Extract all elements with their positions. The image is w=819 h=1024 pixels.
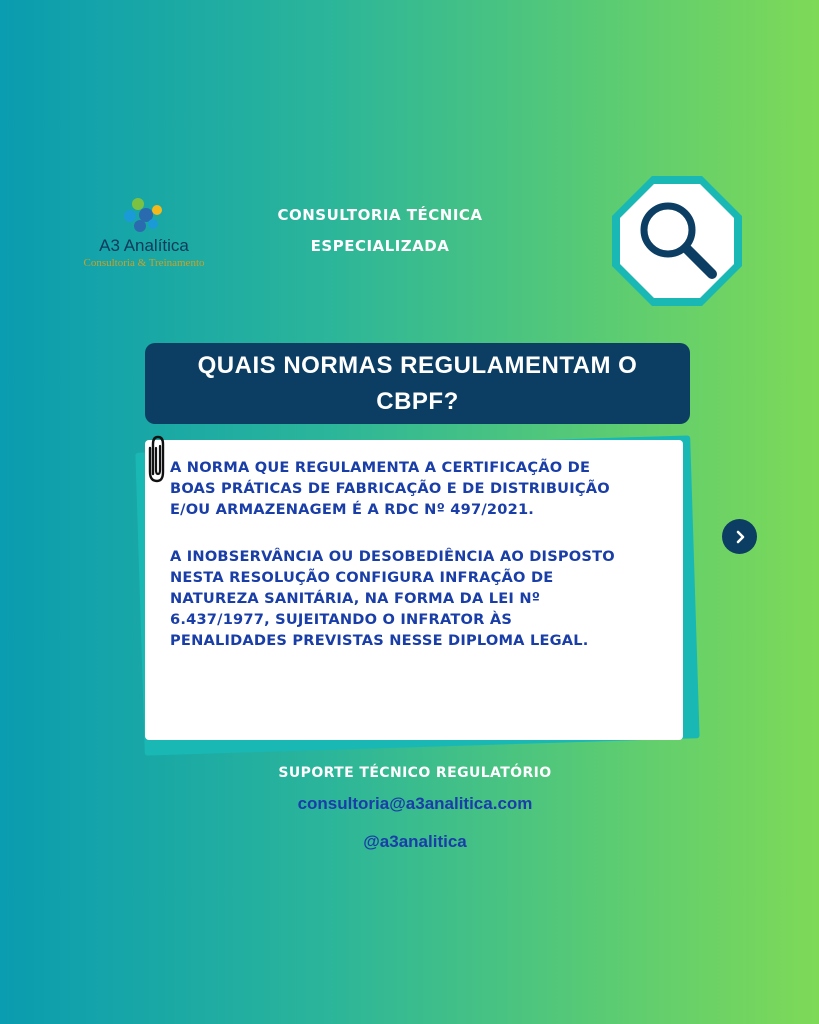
answer-paragraph-2	[170, 546, 670, 651]
answer-line: A NORMA QUE REGULAMENTA A CERTIFICAÇÃO DE	[170, 459, 591, 476]
answer-line: E/OU ARMAZENAGEM É A RDC Nº 497/2021.	[170, 501, 535, 518]
question-line-1: QUAIS NORMAS REGULAMENTAM O	[197, 351, 638, 379]
answer-line: NATUREZA SANITÁRIA, NA FORMA DA LEI Nº	[170, 590, 541, 607]
brand-name: A3 Analítica	[99, 236, 189, 255]
chevron-right-icon	[733, 530, 747, 544]
footer-title: SUPORTE TÉCNICO REGULATÓRIO	[278, 765, 552, 781]
answer-paragraph-1	[170, 457, 670, 520]
paperclip-icon	[146, 434, 170, 484]
molecule-logo-icon	[122, 196, 166, 234]
question-heading	[145, 343, 690, 424]
contact-email-link[interactable]: consultoria@a3analitica.com	[297, 794, 533, 813]
answer-line: 6.437/1977, SUJEITANDO O INFRATOR ÀS	[170, 611, 513, 628]
tagline	[255, 200, 505, 262]
answer-line: A INOBSERVÂNCIA OU DESOBEDIÊNCIA AO DISPOSTO	[170, 548, 615, 565]
brand-subtitle: Consultoria & Treinamento	[83, 257, 205, 269]
social-handle-link[interactable]: @a3analitica	[363, 832, 467, 851]
answer-text	[170, 457, 670, 677]
answer-line: NESTA RESOLUÇÃO CONFIGURA INFRAÇÃO DE	[170, 569, 554, 586]
question-line-2: CBPF?	[376, 387, 459, 415]
brand-logo	[64, 196, 224, 270]
magnifying-glass-icon	[610, 174, 744, 308]
tagline-line-2: ESPECIALIZADA	[310, 237, 450, 255]
tagline-line-1: CONSULTORIA TÉCNICA	[277, 206, 483, 224]
answer-line: BOAS PRÁTICAS DE FABRICAÇÃO E DE DISTRIBUIÇÃO	[170, 480, 610, 497]
answer-line: PENALIDADES PREVISTAS NESSE DIPLOMA LEGAL.	[170, 632, 589, 649]
next-slide-button[interactable]	[722, 519, 757, 554]
